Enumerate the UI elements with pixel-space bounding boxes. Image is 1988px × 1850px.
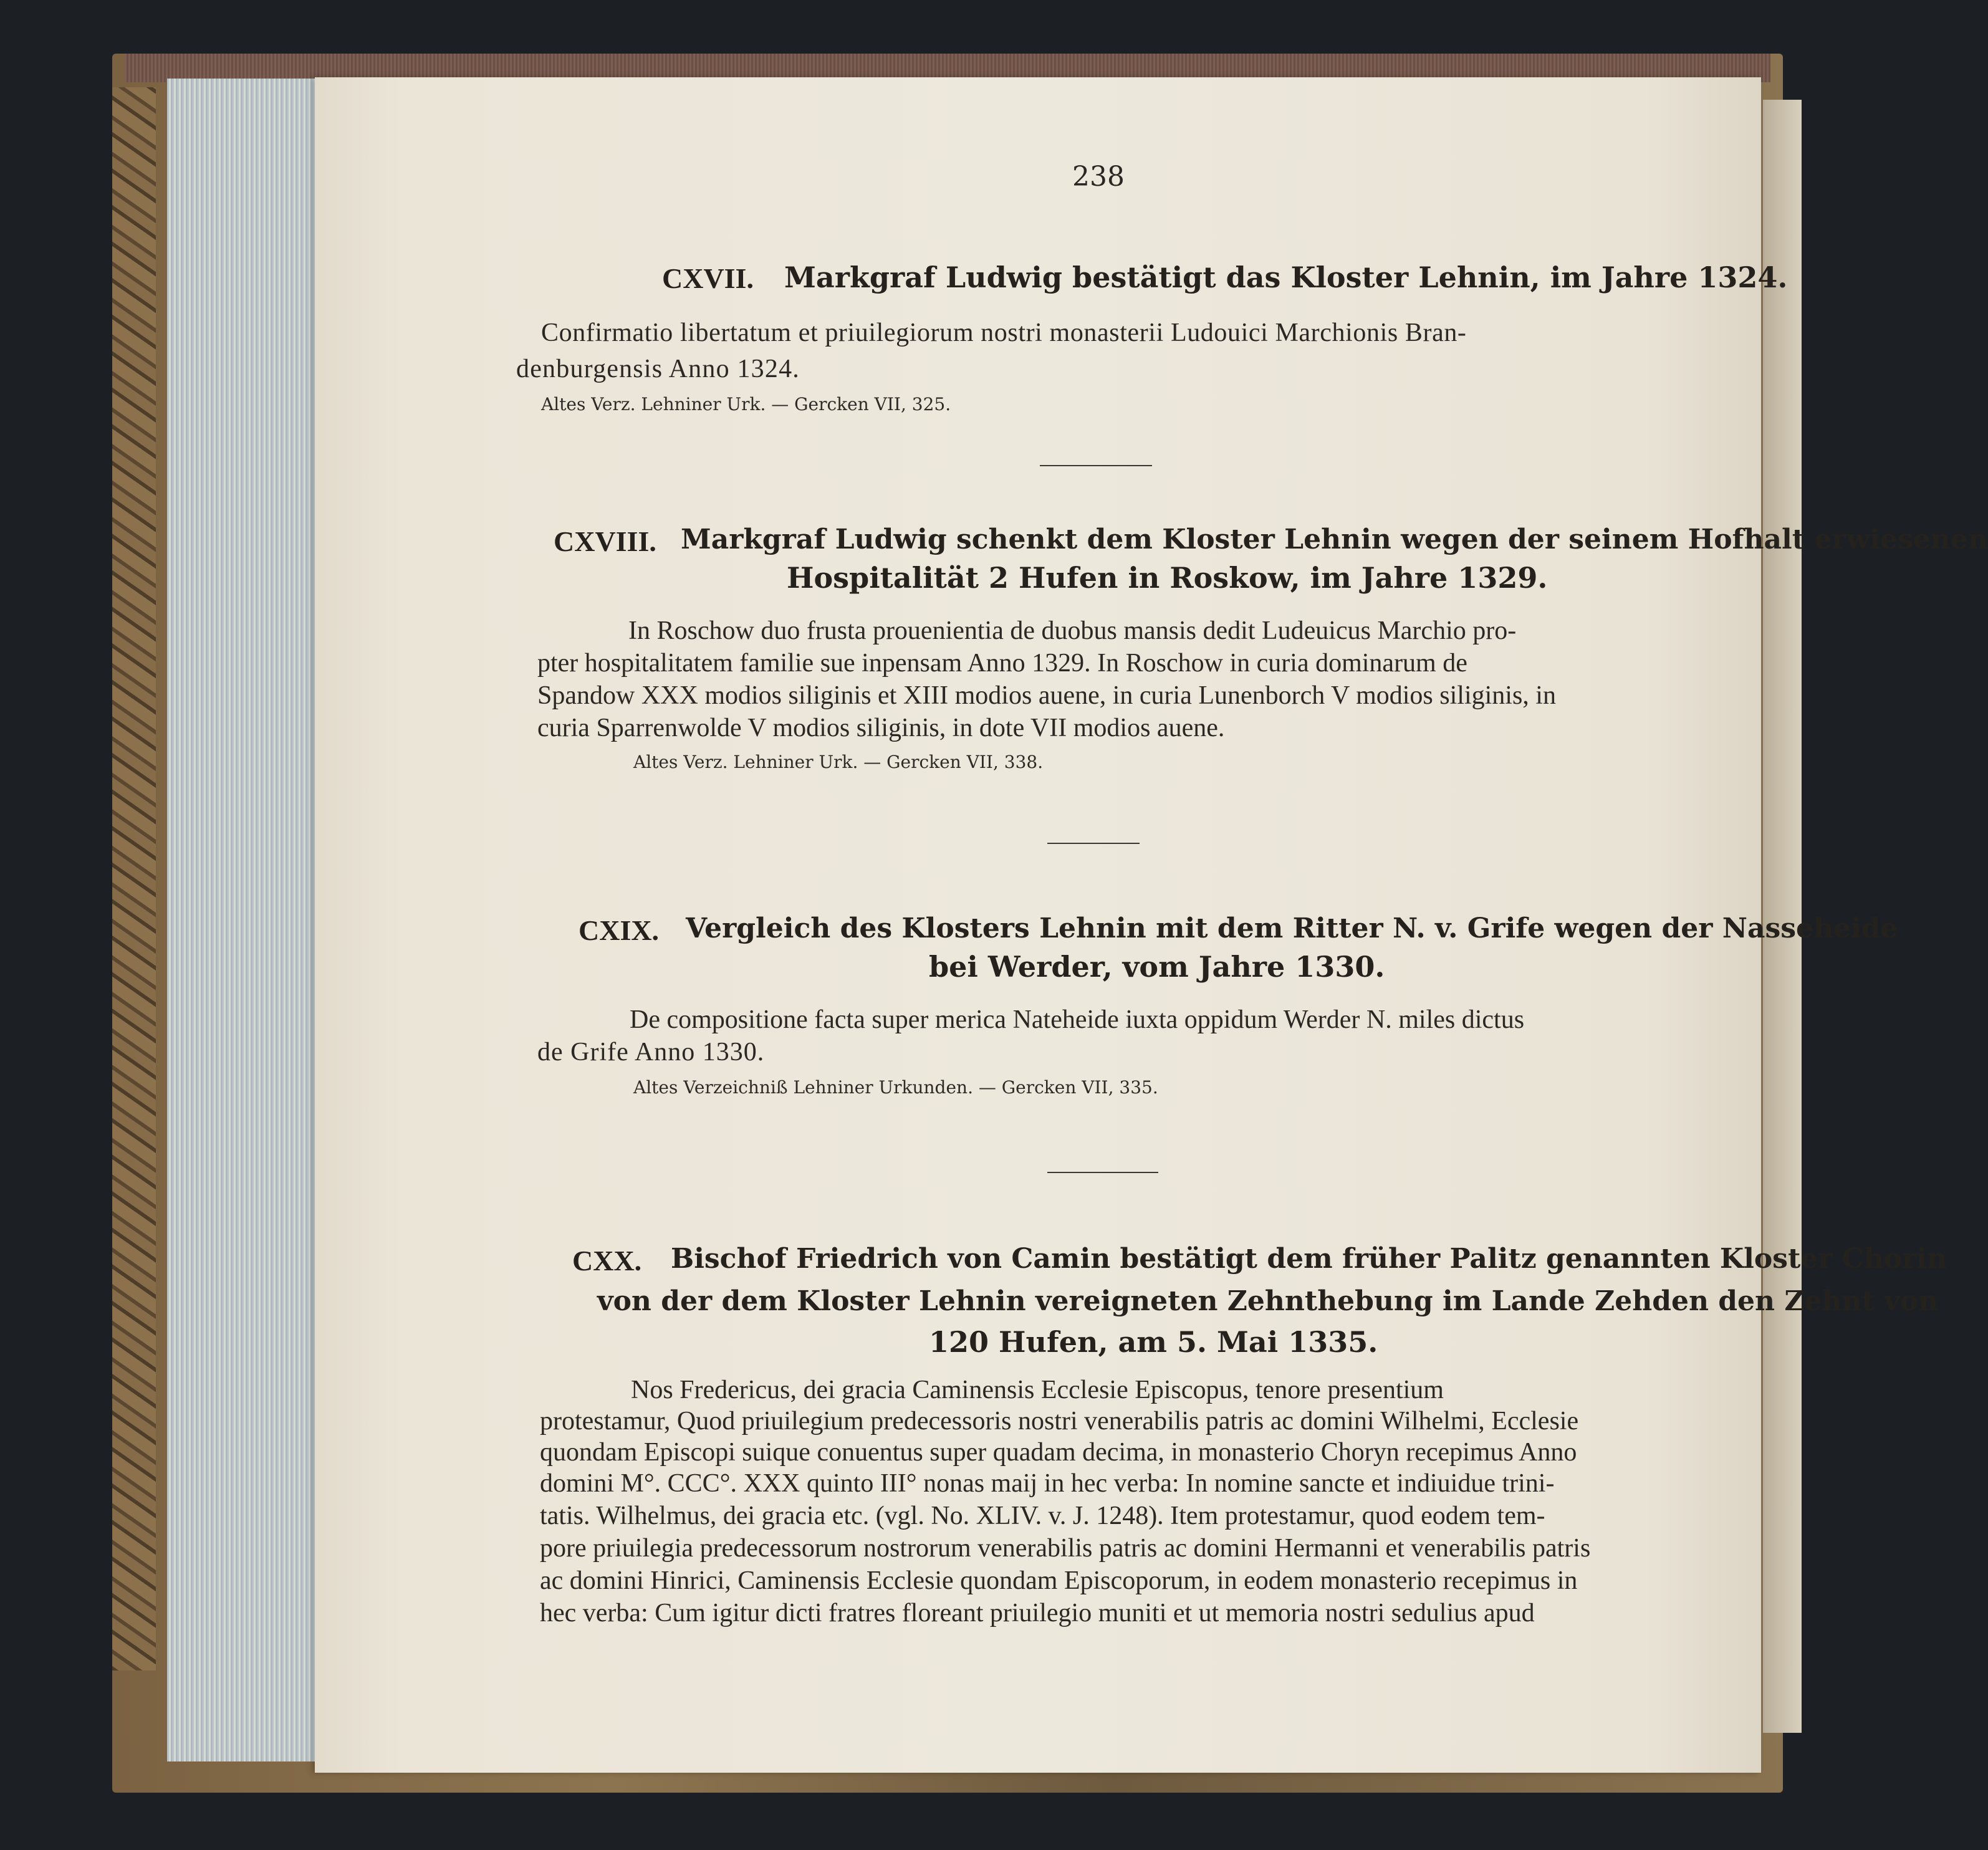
section-text-line: de Grife Anno 1330. <box>537 1038 765 1066</box>
section-title: Vergleich des Klosters Lehnin mit dem Ritter N. v. Grife wegen der Nasseheide <box>686 913 1898 944</box>
section-divider <box>1040 465 1152 466</box>
section-text-line: In Roschow duo frusta prouenientia de duobus mansis dedit Ludeuicus Marchio pro- <box>628 616 1517 645</box>
section-title: Markgraf Ludwig bestätigt das Kloster Lehnin, im Jahre 1324. <box>784 261 1788 294</box>
section-text-line: protestamur, Quod priuilegium predecessoris nostri venerabilis patris ac domini Wilhelmi, Ecclesie <box>540 1407 1579 1435</box>
section-text-line: tatis. Wilhelmus, dei gracia etc. (vgl. No. XLIV. v. J. 1248). Item protestamur, quod eodem tem- <box>540 1502 1545 1530</box>
section-text-line: Confirmatio libertatum et priuilegiorum nostri monasterii Ludouici Marchionis Bran- <box>541 319 1467 347</box>
section-title: bei Werder, vom Jahre 1330. <box>929 950 1385 984</box>
section-text-line: hec verba: Cum igitur dicti fratres floreant priuilegio muniti et ut memoria nostri sedulius apud <box>540 1599 1535 1627</box>
section-numeral: CXVIII. <box>554 525 656 557</box>
section-title: 120 Hufen, am 5. Mai 1335. <box>929 1325 1378 1359</box>
section-text-line: De compositione facta super merica Nateheide iuxta oppidum Werder N. miles dictus <box>630 1005 1525 1034</box>
section-text-line: curia Sparrenwolde V modios siliginis, in dote VII modios auene. <box>537 714 1225 742</box>
section-text-line: quondam Episcopi suique conuentus super quadam decima, in monasterio Choryn recepimus Anno <box>540 1438 1577 1467</box>
section-source: Altes Verz. Lehniner Urk. — Gercken VII, 338. <box>633 752 1044 772</box>
section-divider <box>1047 1172 1158 1173</box>
section-text-line: Nos Fredericus, dei gracia Caminensis Ecclesie Episcopus, tenore presentium <box>631 1376 1444 1404</box>
section-text-line: Spandow XXX modios siliginis et XIII modios auene, in curia Lunenborch V modios siliginis, in <box>537 681 1556 710</box>
section-title: Hospitalität 2 Hufen in Roskow, im Jahre 1329. <box>787 561 1548 595</box>
page-number: 238 <box>1072 161 1125 193</box>
section-divider <box>1047 843 1140 844</box>
section-source: Altes Verz. Lehniner Urk. — Gercken VII, 325. <box>541 394 951 415</box>
section-title: Bischof Friedrich von Camin bestätigt dem früher Palitz genannten Kloster Chorin <box>671 1243 1947 1275</box>
section-text-line: pore priuilegia predecessorum nostrorum venerabilis patris ac domini Hermanni et venerabilis patris <box>540 1534 1591 1563</box>
section-text-line: pter hospitalitatem familie sue inpensam Anno 1329. In Roschow in curia dominarum de <box>537 649 1467 678</box>
section-text-line: domini M°. CCC°. XXX quinto III° nonas maij in hec verba: In nomine sancte et indiuidue trini- <box>540 1469 1555 1498</box>
section-numeral: CXVII. <box>662 262 754 294</box>
section-text-line: ac domini Hinrici, Caminensis Ecclesie quondam Episcoporum, in eodem monasterio recepimus in <box>540 1566 1578 1595</box>
marbled-endpaper <box>112 87 156 1670</box>
section-text-line: denburgensis Anno 1324. <box>516 355 800 383</box>
section-title: Markgraf Ludwig schenkt dem Kloster Lehnin wegen der seinem Hofhalt erwiesenen <box>681 524 1988 555</box>
section-source: Altes Verzeichniß Lehniner Urkunden. — Gercken VII, 335. <box>633 1077 1158 1098</box>
page-stack-edge <box>167 79 324 1761</box>
section-numeral: CXX. <box>572 1245 642 1277</box>
section-title: von der dem Kloster Lehnin vereigneten Zehnthebung im Lande Zehden den Zehnt von <box>597 1285 1938 1317</box>
section-numeral: CXIX. <box>579 914 660 946</box>
